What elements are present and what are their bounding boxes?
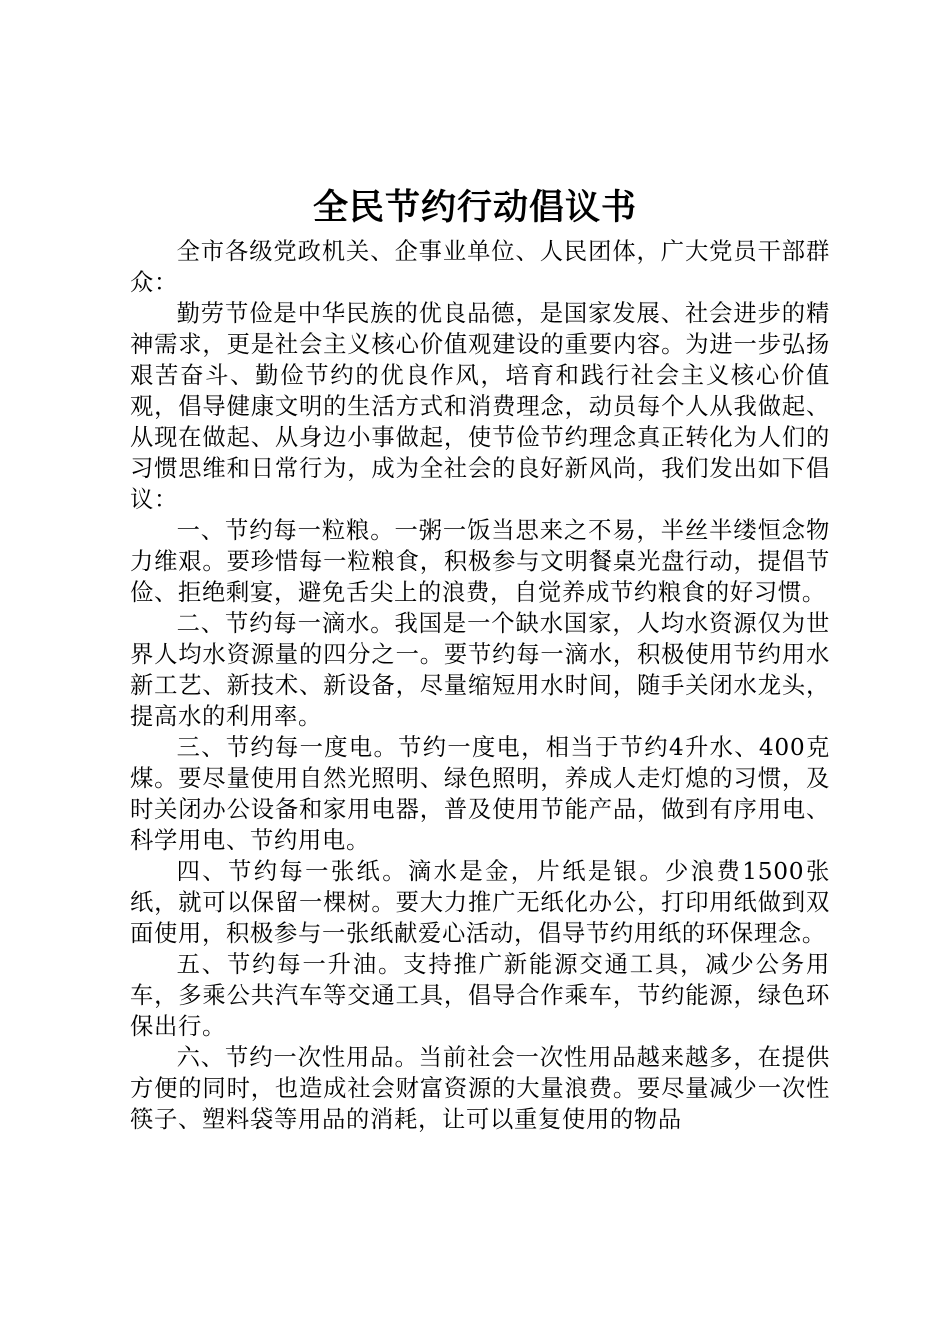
proposal-oil-paragraph: 五、节约每一升油。支持推广新能源交通工具，减少公务用车，多乘公共汽车等交通工具，倡导合作乘车，节约能源，绿色环保出行。 [130, 951, 830, 1040]
proposal-grain-paragraph: 一、节约每一粒粮。一粥一饭当思来之不易，半丝半缕恒念物力维艰。要珍惜每一粒粮食，积极参与文明餐桌光盘行动，提倡节俭、拒绝剩宴，避免舌尖上的浪费，自觉养成节约粮食的好习惯。 [130, 517, 830, 606]
intro-paragraph: 勤劳节俭是中华民族的优良品德，是国家发展、社会进步的精神需求，更是社会主义核心价值观建设的重要内容。为进一步弘扬艰苦奋斗、勤俭节约的优良作风，培育和践行社会主义核心价值观，倡导健康文明的生活方式和消费理念，动员每个人从我做起、从现在做起、从身边小事做起，使节俭节约理念真正转化为人们的习惯思维和日常行为，成为全社会的良好新风尚，我们发出如下倡议： [130, 300, 830, 513]
proposal-water-paragraph: 二、节约每一滴水。我国是一个缺水国家，人均水资源仅为世界人均水资源量的四分之一。要节约每一滴水，积极使用节约用水新工艺、新技术、新设备，尽量缩短用水时间，随手关闭水龙头，提高水的利用率。 [130, 610, 830, 730]
salutation-paragraph: 全市各级党政机关、企事业单位、人民团体，广大党员干部群众： [130, 238, 830, 296]
document-title: 全民节约行动倡议书 [312, 187, 637, 228]
proposal-electricity-paragraph: 三、节约每一度电。节约一度电，相当于节约4升水、400克煤。要尽量使用自然光照明、绿色照明，养成人走灯熄的习惯，及时关闭办公设备和家用电器，普及使用节能产品，做到有序用电、科学用电、节约用电。 [130, 734, 830, 854]
proposal-disposables-paragraph: 六、节约一次性用品。当前社会一次性用品越来越多，在提供方便的同时，也造成社会财富资源的大量浪费。要尽量减少一次性筷子、塑料袋等用品的消耗，让可以重复使用的物品 [130, 1044, 830, 1133]
document-body [130, 236, 830, 1135]
proposal-paper-paragraph: 四、节约每一张纸。滴水是金，片纸是银。少浪费1500张纸，就可以保留一棵树。要大力推广无纸化办公，打印用纸做到双面使用，积极参与一张纸献爱心活动，倡导节约用纸的环保理念。 [130, 858, 830, 947]
